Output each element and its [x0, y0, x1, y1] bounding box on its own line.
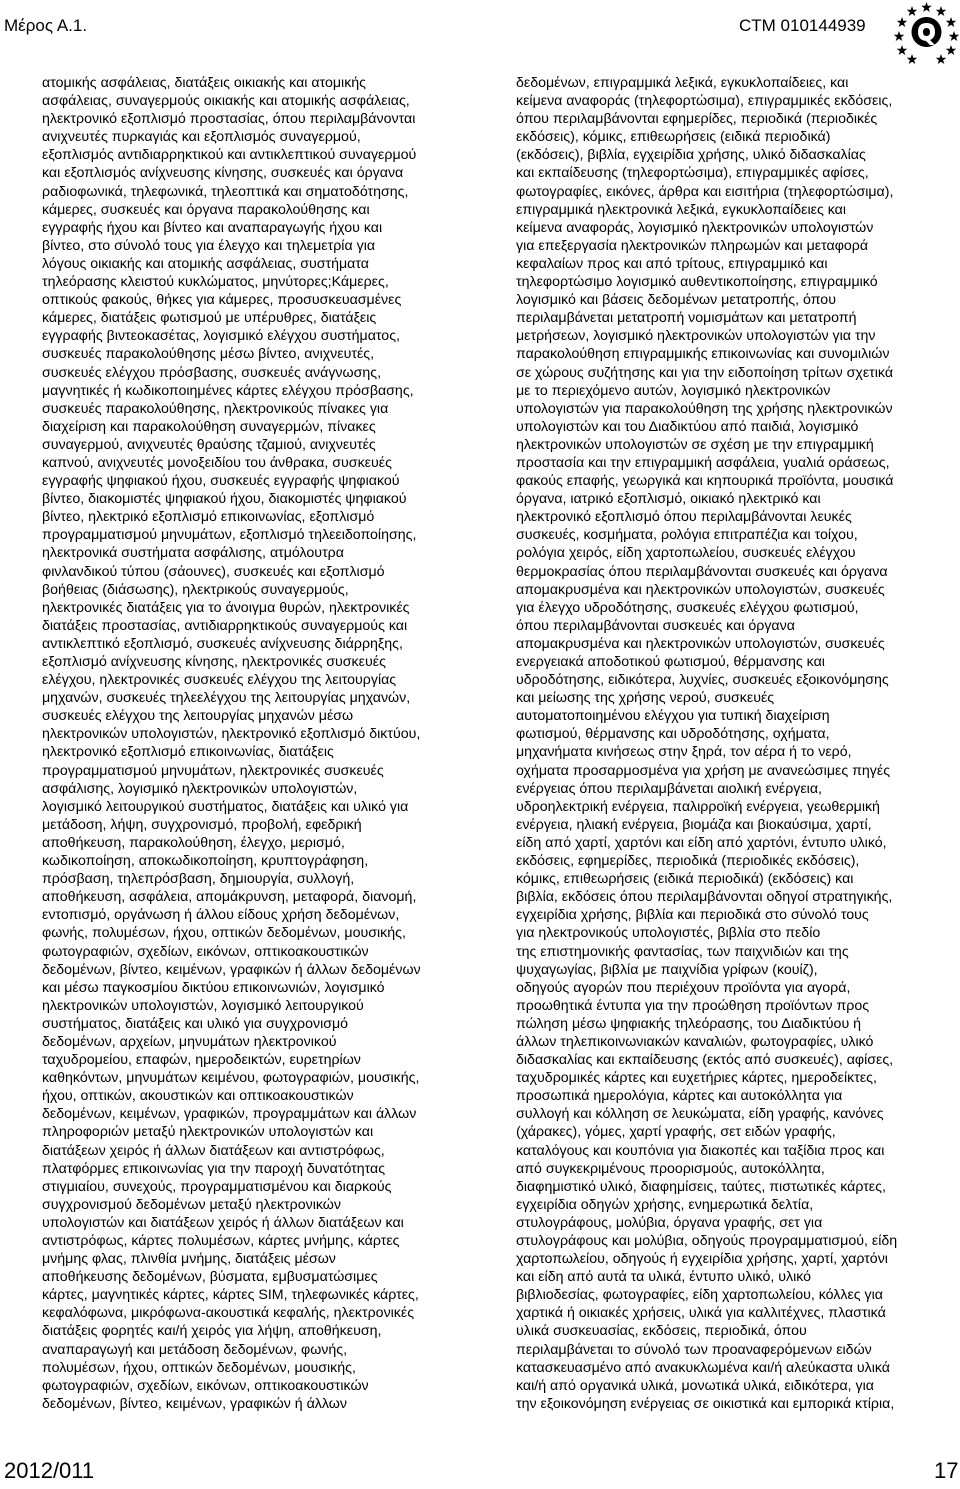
text-line: συσκευές παρακολούθησης μέσω βίντεο, ανιχνευτές, [42, 346, 375, 363]
text-line: συσκευές, κοσμήματα, ρολόγια επιτραπέζια και τοίχου, [516, 527, 858, 544]
text-line: εκδόσεις), κόμικς, επιθεωρήσεις (ειδικά περιοδικά) [516, 129, 831, 146]
text-line: ασφάλειας, συναγερμούς οικιακής και ατομικής ασφάλειας, [42, 93, 410, 110]
text-line: βιβλιοδεσίας, φωτογραφίες, είδη χαρτοπωλείου, κόλλες για [516, 1287, 884, 1304]
text-line: κεφαλαίων προς και από τρίτους, επιγραμμικό και [516, 255, 828, 272]
text-line: (εκδόσεις), βιβλία, εγχειρίδια χρήσης, υλικό διδασκαλίας [516, 147, 866, 164]
text-line: λόγους οικιακής και ατομικής ασφάλειας, συστήματα [42, 255, 369, 272]
text-line: διαχείριση και παρακολούθηση συναγερμών, πίνακες [42, 418, 376, 435]
text-line: περιλαμβάνεται μετατροπή νομισμάτων και μετατροπή [516, 310, 857, 327]
text-line: για έλεγχο υδροδότησης, συσκευές ελέγχου φωτισμού, [516, 599, 859, 616]
text-line: δεδομένων, βίντεο, κειμένων, γραφικών ή άλλων [42, 1395, 347, 1412]
text-line: και είδη από αυτά τα υλικά, έντυπο υλικό, υλικό [516, 1269, 812, 1286]
text-line: ελέγχου, ηλεκτρονικές συσκευές ελέγχου της λειτουργίας [42, 672, 397, 689]
left-text-column [42, 74, 442, 1413]
text-line: μνήμης φλας, πλινθία μνήμης, διατάξεις μέσων [42, 1251, 336, 1268]
text-line: ηλεκτρονικό εξοπλισμό επικοινωνίας, διατάξεις [42, 744, 334, 761]
text-line: διατάξεις προστασίας, αντιδιαρρηκτικούς συναγερμούς και [42, 617, 408, 634]
text-line: μηχανήματα κινήσεως στην ξηρά, τον αέρα ή το νερό, [516, 744, 852, 761]
text-line: καθηκόντων, μηνυμάτων κειμένου, φωτογραφιών, μουσικής, [42, 1070, 420, 1087]
text-line: ρολόγια χειρός, είδη χαρτοπωλείου, συσκευές ελέγχου [516, 545, 856, 562]
text-line: βίντεο, ηλεκτρικό εξοπλισμό επικοινωνίας, εξοπλισμό [42, 509, 375, 526]
text-line: ηλεκτρονικά συστήματα ασφάλισης, ατμόλουτρα [42, 545, 344, 562]
text-line: φωτισμού, θέρμανσης και υδροδότησης, οχήματα, [516, 726, 830, 743]
text-line: κάμερες, συσκευές και όργανα παρακολούθησης και [42, 201, 370, 218]
text-line: φακούς επαφής, γεωργικά και κηπουρικά προϊόντα, μουσικά [516, 473, 894, 490]
text-line: είδη από χαρτί, χαρτόνι και είδη από χαρτόνι, έντυπο υλικό, [516, 834, 887, 851]
text-line: προστασία και την επιγραμμική ασφάλεια, γυαλιά οράσεως, [516, 454, 890, 471]
text-line: βοήθειας (διάσωσης), ηλεκτρικούς συναγερμούς, [42, 581, 349, 598]
text-line: ηλεκτρονικό εξοπλισμό προστασίας, όπου περιλαμβάνονται [42, 111, 416, 128]
text-line: εγχειρίδια χρήσης, βιβλία και περιοδικά στο σύνολό τους [516, 907, 869, 924]
text-line: οχήματα προσαρμοσμένα για χρήση με ανανεώσιμες πηγές [516, 762, 891, 779]
text-line: ταχυδρομείου, επαφών, ημεροδεικτών, ευρετηρίων [42, 1052, 361, 1069]
text-line: διαφημιστικό υλικό, διαφημίσεις, ταύτες, πιστωτικές κάρτες, [516, 1178, 886, 1195]
text-line: δεδομένων, κειμένων, γραφικών, προγραμμάτων και άλλων [42, 1106, 417, 1123]
text-line: συναγερμού, ανιχνευτές θραύσης τζαμιού, ανιχνευτές [42, 436, 376, 453]
text-line: προωθητικά έντυπα για την προώθηση προϊόντων προς [516, 997, 870, 1014]
text-line: τηλεόρασης κλειστού κυκλώματος, μηνύτορες;Κάμερες, [42, 274, 389, 291]
text-line: κόμικς, επιθεωρήσεις (ειδικά περιοδικά) (εκδόσεις) και [516, 871, 854, 888]
text-line: φωνής, πολυμέσων, ήχου, οπτικών δεδομένων, μουσικής, [42, 925, 406, 942]
text-line: μετρήσεων, λογισμικό ηλεκτρονικών υπολογιστών για την [516, 328, 876, 345]
text-line: στυλογράφους και μολύβια, οδηγούς προγραμματισμού, είδη [516, 1233, 898, 1249]
text-line: ηλεκτρονικό εξοπλισμό όπου περιλαμβάνονται λευκές [516, 509, 852, 526]
text-line: αντιστρόφως, κάρτες πολυμέσων, κάρτες μνήμης, κάρτες [42, 1233, 400, 1249]
footer-bulletin-number: 2012/011 [4, 1458, 95, 1483]
text-line: προγραμματισμού μηνυμάτων, ηλεκτρονικές συσκευές [42, 762, 384, 779]
text-line: και μείωσης της χρήσης νερού, συσκευές [516, 690, 775, 707]
text-line: πώληση μέσω ψηφιακής τηλεόρασης, του Διαδικτύου ή [516, 1015, 862, 1032]
text-line: ραδιοφωνικά, τηλεφωνικά, τηλεοπτικά και σηματοδότησης, [42, 183, 409, 200]
text-line: εκδόσεις, εφημερίδες, περιοδικά (περιοδικές εκδόσεις), [516, 853, 860, 870]
text-line: ασφάλισης, λογισμικό ηλεκτρονικών υπολογιστών, [42, 780, 358, 797]
text-line: μετάδοση, λήψη, συγχρονισμό, προβολή, εφεδρική [42, 816, 362, 833]
text-line: αποθήκευση, ασφάλεια, απομάκρυνση, μεταφορά, διανομή, [42, 889, 417, 906]
text-line: ανιχνευτές πυρκαγιάς και εξοπλισμός συναγερμού, [42, 129, 361, 146]
text-line: πλατφόρμες επικοινωνίας για την παροχή δυνατότητας [42, 1160, 386, 1177]
text-line: επιγραμμικά ηλεκτρονικά λεξικά, εγκυκλοπαίδειες και [516, 201, 847, 218]
text-line: αποθήκευσης δεδομένων, βύσματα, εμβυσματώσιμες [42, 1269, 378, 1286]
text-line: διατάξεις φορητές και/ή χειρός για λήψη, αποθήκευση, [42, 1323, 382, 1340]
text-line: εξοπλισμό ανίχνευσης κίνησης, ηλεκτρονικές συσκευές [42, 654, 386, 670]
text-line: καταλόγους και κουπόνια για διακοπές και ταξίδια προς και [516, 1142, 885, 1159]
text-line: μαγνητικές ή κωδικοποιημένες κάρτες ελέγχου πρόσβασης, [42, 382, 414, 399]
text-line: υπολογιστών για παρακολούθηση της χρήσης ηλεκτρονικών [516, 400, 893, 417]
text-line: υπολογιστών και διατάξεων χειρός ή άλλων διατάξεων και [42, 1214, 404, 1231]
text-line: δεδομένων, αρχείων, μηνυμάτων ηλεκτρονικού [42, 1033, 337, 1050]
text-line: πληροφοριών μεταξύ ηλεκτρονικών υπολογιστών και [42, 1124, 374, 1141]
text-line: καπνού, ανιχνευτές μονοξειδίου του άνθρακα, συσκευές [42, 454, 392, 471]
text-line: φωτογραφίες, εικόνες, άρθρα και εισιτήρια (τηλεφορτώσιμα), [516, 183, 894, 200]
footer-page-number: 17 [934, 1458, 959, 1483]
text-line: υπολογιστών και του Διαδικτύου από παιδιά, λογισμικό [516, 418, 859, 435]
text-line: συσκευές ελέγχου πρόσβασης, συσκευές ανάγνωσης, [42, 364, 382, 381]
text-line: ηλεκτρονικών υπολογιστών, λογισμικό λειτουργικού [42, 997, 364, 1014]
text-line: κείμενα αναφοράς (τηλεφορτώσιμα), επιγραμμικές εκδόσεις, [516, 93, 893, 110]
text-line: πρόσβαση, τηλεπρόσβαση, δημιουργία, συλλογή, [42, 871, 355, 888]
text-line: οπτικούς φακούς, θήκες για κάμερες, προσυσκευασμένες [42, 292, 402, 309]
text-line: της επιστημονικής φαντασίας, των παιχνιδιών και της [516, 943, 849, 960]
text-line: όπου περιλαμβάνονται εφημερίδες, περιοδικά (περιοδικές [516, 111, 878, 128]
text-line: κωδικοποίηση, αποκωδικοποίηση, κρυπτογράφηση, [42, 853, 369, 870]
text-line: αποθήκευση, παρακολούθηση, έλεγχο, μερισμό, [42, 834, 345, 851]
text-line: δεδομένων, επιγραμμικά λεξικά, εγκυκλοπαίδειες, και [516, 75, 849, 91]
text-line: ηλεκτρονικών υπολογιστών, ηλεκτρονικό εξοπλισμό δικτύου, [42, 726, 421, 743]
text-line: συλλογή και κόλληση σε λευκώματα, είδη γραφής, κανόνες [516, 1106, 884, 1123]
text-line: στιγμιαίου, συνεχούς, προγραμματισμένου και διαρκούς [42, 1178, 392, 1195]
text-line: ενεργειακά αποδοτικού φωτισμού, θέρμανσης και [516, 654, 825, 670]
text-line: τηλεφορτώσιμο λογισμικό αυθεντικοποίησης, επιγραμμικό [516, 274, 878, 291]
text-line: ηλεκτρονικών υπολογιστών σε σχέση με την επιγραμμική [516, 436, 874, 453]
text-line: με το περιεχόμενο αυτών, λογισμικό ηλεκτρονικών [516, 382, 831, 399]
text-line: συσκευές ελέγχου της λειτουργίας μηχανών μέσω [42, 708, 354, 725]
text-line: χαρτικά ή οικιακές χρήσεις, υλικά για καλλιτέχνες, πλαστικά [516, 1305, 886, 1322]
text-line: δεδομένων, βίντεο, κειμένων, γραφικών ή άλλων δεδομένων [42, 961, 421, 978]
text-line: ταχυδρομικές κάρτες και ευχετήριες κάρτες, ημεροδείκτες, [516, 1070, 877, 1087]
text-line: κατασκευασμένο από ανακυκλωμένα και/ή αλεύκαστα υλικά [516, 1359, 890, 1376]
text-line: ηλεκτρονικές διατάξεις για το άνοιγμα θυρών, ηλεκτρονικές [42, 599, 410, 616]
text-line: υδροδότησης, ειδικότερα, λυχνίες, συσκευές εξοικονόμησης [516, 672, 889, 689]
text-line: αντικλεπτικό εξοπλισμό, συσκευές ανίχνευσης διάρρηξης, [42, 635, 403, 652]
text-line: κεφαλόφωνα, μικρόφωνα-ακουστικά κεφαλής, ηλεκτρονικές [42, 1305, 415, 1322]
text-line: ήχου, οπτικών, ακουστικών και οπτικοακουστικών [42, 1088, 354, 1105]
text-line: φωτογραφιών, σχεδίων, εικόνων, οπτικοακουστικών [42, 943, 369, 960]
text-line: υδροηλεκτρική ενέργεια, παλιρροϊκή ενέργεια, γεωθερμική [516, 798, 880, 815]
text-line: συσκευές παρακολούθησης, ηλεκτρονικούς πίνακες για [42, 400, 389, 417]
text-line: απομακρυσμένα και ηλεκτρονικών υπολογιστών, συσκευές [516, 581, 885, 598]
text-line: διδασκαλίας και εκπαίδευσης (εκτός από συσκευές), αφίσες, [516, 1052, 894, 1069]
text-line: πολυμέσων, ήχου, οπτικών δεδομένων, μουσικής, [42, 1359, 356, 1376]
text-line: και εκπαίδευσης (τηλεφορτώσιμα), επιγραμμικές αφίσες, [516, 165, 869, 182]
text-line: εγγραφής ψηφιακού ήχου, συσκευές εγγραφής ψηφιακού [42, 473, 400, 490]
text-line: όργανα, ιατρικό εξοπλισμό, οικιακό ηλεκτρικό και [516, 491, 821, 508]
text-line: ενέργεια, ηλιακή ενέργεια, βιομάζα και βιοκαύσιμα, χαρτί, [516, 816, 872, 833]
text-line: προσωπικά ημερολόγια, κάρτες και αυτοκόλλητα για [516, 1088, 843, 1105]
text-line: λογισμικό λειτουργικού συστήματος, διατάξεις και υλικό για [42, 798, 409, 815]
text-line: ψυχαγωγίας, βιβλία με παιχνίδια γρίφων (κουίζ), [516, 961, 818, 978]
text-line: σε χώρους συζήτησης και για την ειδοποίηση τρίτων σχετικά [516, 364, 894, 381]
text-line: αναπαραγωγή και μετάδοση δεδομένων, φωνής, [42, 1341, 348, 1358]
text-line: και μέσω παγκοσμίου δικτύου επικοινωνιών, λογισμικό [42, 979, 385, 996]
text-line: οδηγούς αγορών που περιέχουν προϊόντα για αγορά, [516, 979, 851, 996]
text-line: υλικά συσκευασίας, εκδόσεις, περιοδικά, όπου [516, 1323, 807, 1340]
text-line: στυλογράφους, μολύβια, όργανα γραφής, σετ για [516, 1214, 823, 1231]
text-line: φωτογραφιών, σχεδίων, εικόνων, οπτικοακουστικών [42, 1377, 369, 1394]
text-line: χαρτοπωλείου, οδηγούς ή εγχειρίδια χρήσης, χαρτί, χαρτόνι [516, 1251, 888, 1268]
text-line: βίντεο, στο σύνολό τους για έλεγχο και τηλεμετρία για [42, 237, 376, 254]
text-line: παρακολούθηση επιγραμμικής επικοινωνίας και συνομιλιών [516, 346, 890, 363]
text-line: βιβλία, εκδόσεις όπου περιλαμβάνονται οδηγοί στρατηγικής, [516, 889, 893, 906]
text-line: για επεξεργασία ηλεκτρονικών πληρωμών και μεταφορά [516, 237, 869, 254]
text-line: βίντεο, διακομιστές ψηφιακού ήχου, διακομιστές ψηφιακού [42, 491, 407, 508]
text-line: όπου περιλαμβάνονται συσκευές και όργανα [516, 617, 795, 634]
text-line: και/ή από οργανικά υλικά, μονωτικά υλικά, ειδικότερα, για [516, 1377, 874, 1394]
text-line: λογισμικό και βάσεις δεδομένων μετατροπής, όπου [516, 292, 836, 309]
text-line: άλλων τηλεπικοινωνιακών καναλιών, φωτογραφίες, υλικό [516, 1033, 874, 1050]
text-line: περιλαμβάνεται το σύνολό των προαναφερόμενων ειδών [516, 1341, 872, 1358]
text-line: την εξοικονόμηση ενέργειας σε οικιστικά και εμπορικά κτίρια, [516, 1395, 895, 1412]
text-line: εγχειρίδια οδηγών χρήσης, ενημερωτικά δελτία, [516, 1196, 814, 1213]
right-text-column [516, 74, 926, 1413]
text-line: μηχανών, συσκευές τηλεελέγχου της λειτουργίας μηχανών, [42, 690, 411, 707]
text-line: (χάρακες), γόμες, χαρτί γραφής, σετ ειδών γραφής, [516, 1124, 836, 1141]
text-line: διατάξεων χειρός ή άλλων διατάξεων και αντιστρόφως, [42, 1142, 385, 1159]
header-part-label: Μέρος Α.1. [4, 16, 88, 35]
header-trademark-number: CTM 010144939 [739, 16, 866, 35]
text-line: θερμοκρασίας όπου περιλαμβάνονται συσκευές και όργανα [516, 563, 888, 580]
text-line: εγγραφής βιντεοκασέτας, λογισμικό ελέγχου συστήματος, [42, 328, 400, 345]
text-line: συγχρονισμού δεδομένων μεταξύ ηλεκτρονικών [42, 1196, 341, 1213]
text-line: προγραμματισμού μηνυμάτων, εξοπλισμό τηλεειδοποίησης, [42, 527, 417, 544]
text-line: κάρτες, μαγνητικές κάρτες, κάρτες SIM, τηλεφωνικές κάρτες, [42, 1287, 419, 1304]
text-line: και εξοπλισμός ανίχνευσης κίνησης, συσκευές και όργανα [42, 165, 404, 182]
text-line: για ηλεκτρονικούς υπολογιστές, βιβλία στο πεδίο [516, 925, 821, 942]
text-line: ενέργειας όπου περιλαμβάνεται αιολική ενέργεια, [516, 780, 822, 797]
text-line: φινλανδικού τύπου (σάουνες), συσκευές και εξοπλισμό [42, 563, 385, 580]
text-line: εγγραφής ήχου και βίντεο και αναπαραγωγής ήχου και [42, 219, 383, 236]
text-line: από συγκεκριμένους προορισμούς, αυτοκόλλητα, [516, 1160, 825, 1177]
text-line: εξοπλισμός αντιδιαρρηκτικού και αντικλεπτικού συναγερμού [42, 147, 417, 164]
text-line: εντοπισμό, οργάνωση ή άλλου είδους χρήση δεδομένων, [42, 907, 400, 924]
ohim-logo-icon [893, 0, 960, 64]
text-line: συστήματος, διατάξεις και υλικό για συγχρονισμό [42, 1015, 349, 1032]
text-line: απομακρυσμένα και ηλεκτρονικών υπολογιστών, συσκευές [516, 635, 885, 652]
text-line: αυτοματοποιημένου ελέγχου για τυπική διαχείριση [516, 708, 830, 725]
text-line: κείμενα αναφοράς, λογισμικό ηλεκτρονικών υπολογιστών [516, 219, 874, 236]
text-line: ατομικής ασφάλειας, διατάξεις οικιακής και ατομικής [42, 75, 367, 91]
text-line: κάμερες, διατάξεις φωτισμού με υπέρυθρες, διατάξεις [42, 310, 377, 327]
